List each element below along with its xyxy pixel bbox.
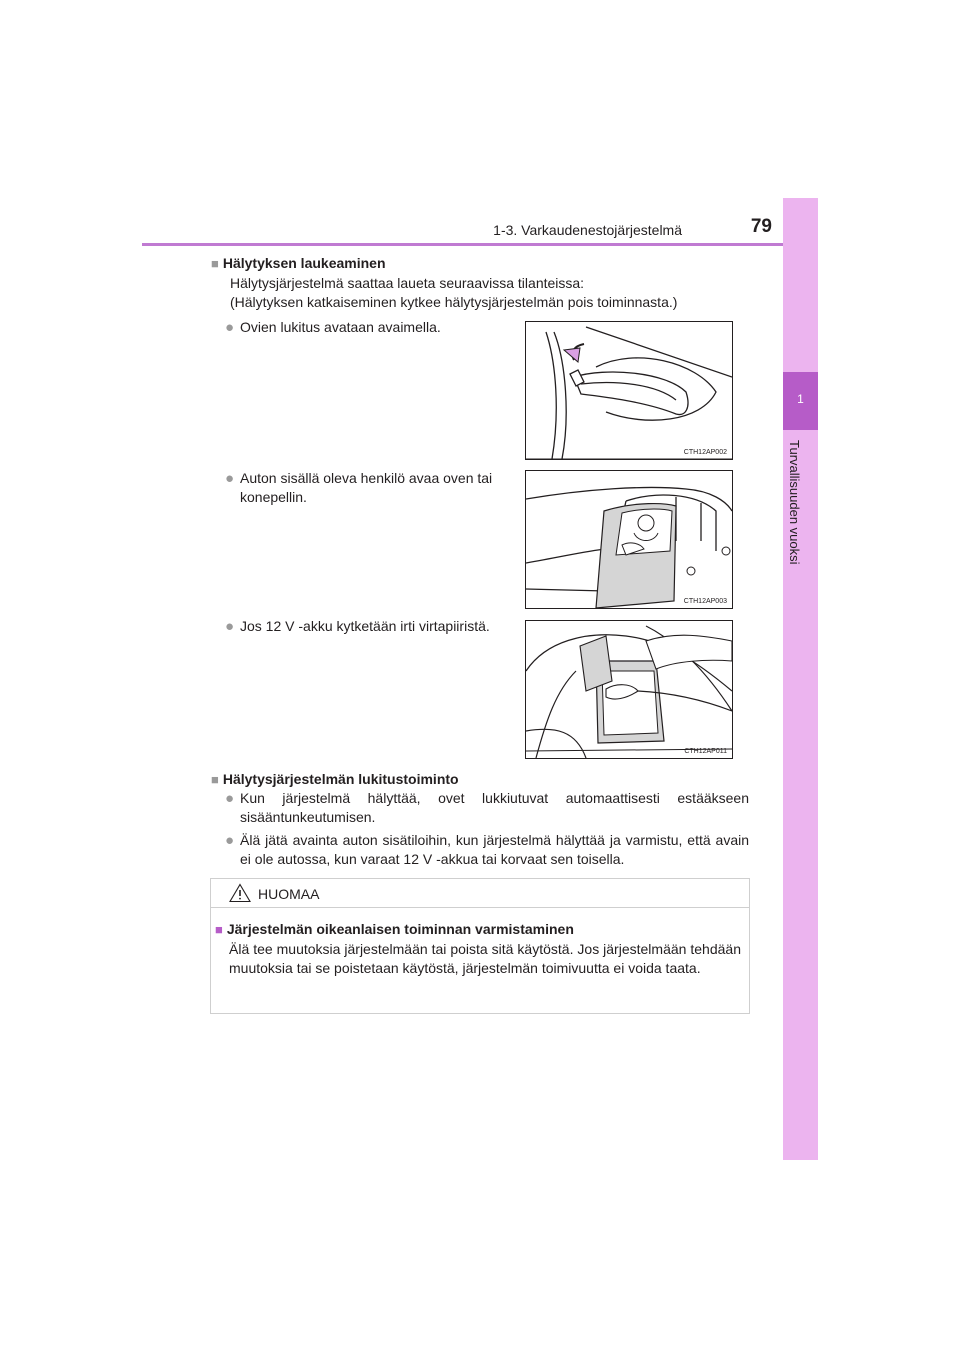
bullet-icon: ● (225, 319, 235, 336)
header-rule (142, 243, 818, 246)
bullet-icon: ● (225, 832, 235, 849)
section-title: 1-3. Varkaudenestojärjestelmä (493, 222, 682, 238)
heading-square-icon: ■ (211, 772, 219, 787)
list-item: ● Älä jätä avainta auton sisätiloihin, kun järjestelmä hälyttää ja varmistu, että avain ei ole autossa, kun varaat 12 V -akkua tai korvaat sen toisella. (225, 832, 749, 867)
car-side-illustration (526, 471, 732, 608)
lock-function-heading: ■ Hälytysjärjestelmän lukitustoiminto (211, 771, 459, 787)
notice-body: Älä tee muutoksia järjestelmään tai poista sitä käytöstä. Jos järjestelmään tehdään muutoksia tai se poistetaan käytöstä, järjestelmän toimivuutta ei voida taata. (229, 941, 741, 976)
notice-header (211, 879, 749, 908)
notice-subheading: ■ Järjestelmän oikeanlaisen toiminnan varmistaminen (215, 921, 574, 937)
figure-door-key-unlock (525, 321, 733, 460)
warning-triangle-icon (229, 883, 251, 903)
figure-code: CTH12AP003 (683, 598, 727, 605)
figure-code: CTH12AP002 (683, 449, 727, 456)
door-handle-illustration (526, 322, 732, 459)
notice-title: HUOMAA (258, 886, 320, 902)
alarm-intro: Hälytysjärjestelmä saattaa laueta seuraavissa tilanteissa: (Hälytyksen katkaiseminen kytkee hälytysjärjestelmän pois toiminnasta.) (230, 275, 678, 310)
figure-door-opened-from-inside (525, 470, 733, 609)
figure-battery-disconnect (525, 620, 733, 759)
notice-box (210, 878, 750, 1014)
chapter-label: Turvallisuuden vuoksi (787, 440, 802, 565)
heading-square-icon: ■ (215, 922, 223, 937)
figure-code: CTH12AP011 (684, 748, 727, 755)
list-item: ● Kun järjestelmä hälyttää, ovet lukkiutuvat automaattisesti estääkseen sisääntunkeutumisen. (225, 790, 749, 825)
chapter-side-tab (783, 198, 818, 1160)
battery-illustration (526, 621, 732, 758)
bullet-icon: ● (225, 470, 235, 487)
bullet-icon: ● (225, 790, 235, 807)
list-item: ● Ovien lukitus avataan avaimella. (225, 319, 441, 336)
bullet-icon: ● (225, 618, 235, 635)
alarm-triggering-heading: ■ Hälytyksen laukeaminen (211, 255, 386, 271)
heading-square-icon: ■ (211, 256, 219, 271)
list-item: ● Jos 12 V -akku kytketään irti virtapiiristä. (225, 618, 490, 635)
page-number: 79 (750, 216, 772, 237)
list-item: ● Auton sisällä oleva henkilö avaa oven tai konepellin. (225, 470, 493, 505)
chapter-number: 1 (797, 392, 804, 406)
